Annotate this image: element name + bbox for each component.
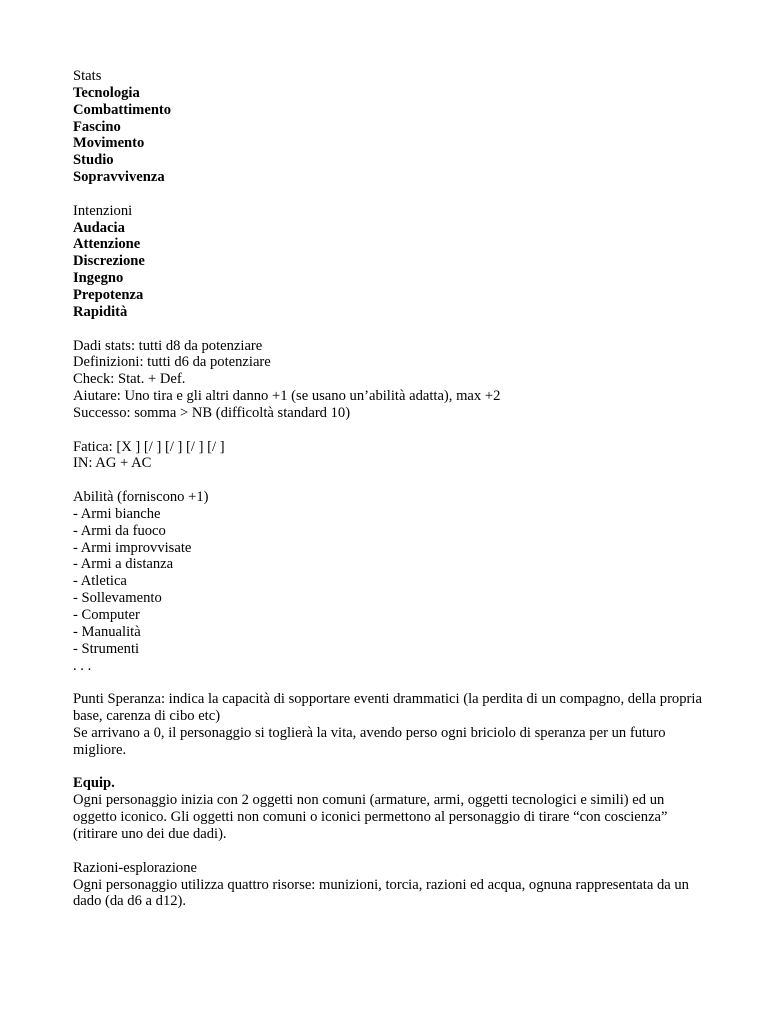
abilita-item: . . . <box>73 657 92 674</box>
spacer <box>73 422 703 439</box>
abilita-item: - Armi a distanza <box>73 556 174 573</box>
abilita-item: - Strumenti <box>73 640 140 657</box>
rule-line: Dadi stats: tutti d8 da potenziare <box>73 337 263 354</box>
speranza-paragraph: Punti Speranza: indica la capacità di sopportare eventi drammatici (la perdita di un compagno, della propria base, carenza di cibo etc) <box>73 691 702 725</box>
abilita-item: - Atletica <box>73 573 127 590</box>
abilita-item: - Armi improvvisate <box>73 539 192 556</box>
rule-line: Aiutare: Uno tira e gli altri danno +1 (se usano un’abilità adatta), max +2 <box>73 388 501 405</box>
razioni-heading: Razioni-esplorazione <box>73 859 197 876</box>
equip-paragraph: Ogni personaggio inizia con 2 oggetti non comuni (armature, armi, oggetti tecnologici e simili) ed un oggetto iconico. Gli oggetti non comuni o iconici permettono al personaggio di tirare “con coscienza” (ritirare uno dei due dadi). <box>73 792 668 842</box>
razioni-section <box>73 860 703 911</box>
spacer <box>73 843 703 860</box>
abilita-item: - Armi da fuoco <box>73 522 166 539</box>
razioni-paragraph: Ogni personaggio utilizza quattro risorse: munizioni, torcia, razioni ed acqua, ognuna rappresentata da un dado (da d6 a d12). <box>73 876 689 910</box>
rules-section <box>73 338 703 422</box>
stat-item: Tecnologia <box>73 84 140 101</box>
intenzione-item: Rapidità <box>73 303 128 320</box>
speranza-section <box>73 691 703 758</box>
stats-heading: Stats <box>73 68 102 84</box>
intenzione-item: Attenzione <box>73 236 141 253</box>
intenzioni-heading: Intenzioni <box>73 202 133 219</box>
initiative-line: IN: AG + AC <box>73 455 152 472</box>
abilita-heading: Abilità (forniscono +1) <box>73 489 209 506</box>
rule-line: Definizioni: tutti d6 da potenziare <box>73 354 271 371</box>
rule-line: Successo: somma > NB (difficoltà standard 10) <box>73 404 351 421</box>
abilita-item: - Sollevamento <box>73 590 162 607</box>
fatica-section <box>73 439 703 473</box>
intenzione-item: Audacia <box>73 219 125 236</box>
intenzione-item: Ingegno <box>73 270 124 287</box>
spacer <box>73 674 703 691</box>
spacer <box>73 472 703 489</box>
speranza-paragraph: Se arrivano a 0, il personaggio si toglierà la vita, avendo perso ogni briciolo di speranza per un futuro migliore. <box>73 724 666 758</box>
abilita-item: - Manualità <box>73 623 141 640</box>
rule-line: Check: Stat. + Def. <box>73 371 186 388</box>
spacer <box>73 759 703 776</box>
abilita-item: - Armi bianche <box>73 505 161 522</box>
equip-heading: Equip. <box>73 775 115 792</box>
abilita-section <box>73 489 703 674</box>
stat-item: Fascino <box>73 118 121 135</box>
stat-item: Sopravvivenza <box>73 169 165 186</box>
equip-section <box>73 775 703 842</box>
fatica-track: Fatica: [X ] [/ ] [/ ] [/ ] [/ ] <box>73 438 225 455</box>
document-page <box>73 68 703 910</box>
spacer <box>73 321 703 338</box>
stat-item: Movimento <box>73 135 145 152</box>
intenzioni-section <box>73 203 703 321</box>
stat-item: Combattimento <box>73 101 172 118</box>
intenzione-item: Discrezione <box>73 253 145 270</box>
intenzione-item: Prepotenza <box>73 286 144 303</box>
spacer <box>73 186 703 203</box>
stat-item: Studio <box>73 152 114 169</box>
abilita-item: - Computer <box>73 607 140 623</box>
stats-section <box>73 68 703 186</box>
